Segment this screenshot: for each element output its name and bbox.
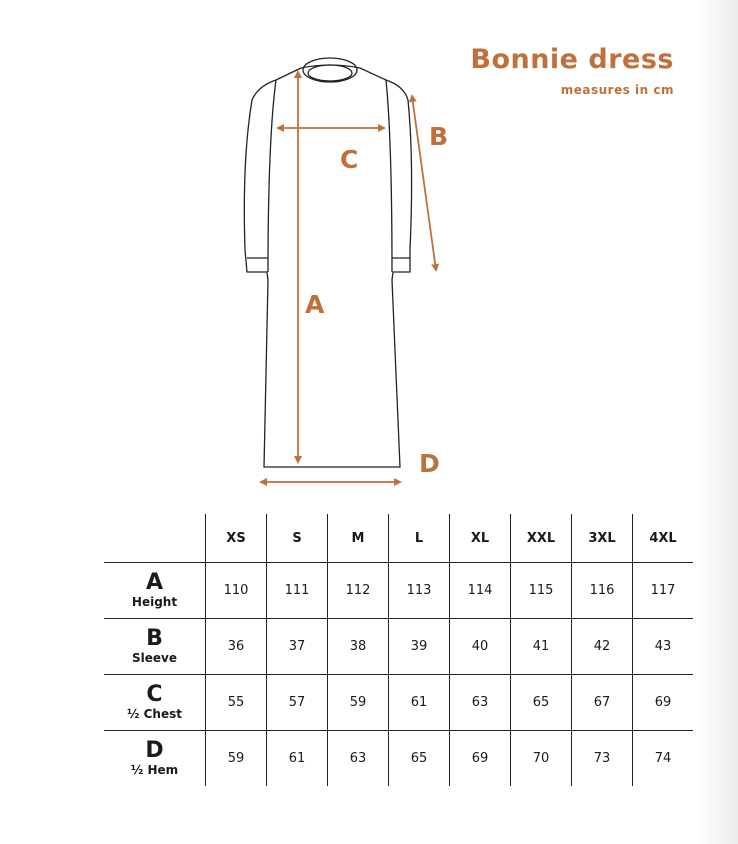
table-cell: 63 bbox=[328, 731, 389, 787]
label-c: C bbox=[340, 145, 359, 174]
dress-right-armhole bbox=[386, 80, 392, 272]
table-cell: 113 bbox=[389, 563, 450, 619]
table-cell: 61 bbox=[267, 731, 328, 787]
table-cell: 37 bbox=[267, 619, 328, 675]
table-cell: 63 bbox=[450, 675, 511, 731]
size-header-3xl: 3XL bbox=[572, 514, 633, 563]
size-header-xs: XS bbox=[206, 514, 267, 563]
table-row-half-hem bbox=[104, 731, 693, 787]
table-cell: 69 bbox=[633, 675, 694, 731]
size-header-m: M bbox=[328, 514, 389, 563]
row-label-c bbox=[104, 675, 206, 731]
row-label-b bbox=[104, 619, 206, 675]
table-cell: 61 bbox=[389, 675, 450, 731]
row-name: ½ Chest bbox=[127, 707, 182, 721]
row-name: Height bbox=[131, 595, 178, 609]
table-row-sleeve bbox=[104, 619, 693, 675]
table-cell: 59 bbox=[206, 731, 267, 787]
page-subtitle: measures in cm bbox=[560, 83, 674, 97]
table-cell: 74 bbox=[633, 731, 694, 787]
table-cell: 40 bbox=[450, 619, 511, 675]
label-d: D bbox=[419, 449, 440, 478]
size-header-xxl: XXL bbox=[511, 514, 572, 563]
table-cell: 112 bbox=[328, 563, 389, 619]
size-header-s: S bbox=[267, 514, 328, 563]
table-row-half-chest bbox=[104, 675, 693, 731]
row-label-a bbox=[104, 563, 206, 619]
table-cell: 69 bbox=[450, 731, 511, 787]
table-cell: 57 bbox=[267, 675, 328, 731]
table-cell: 116 bbox=[572, 563, 633, 619]
size-header-l: L bbox=[389, 514, 450, 563]
row-letter: A bbox=[145, 570, 164, 595]
row-letter: B bbox=[146, 626, 163, 651]
table-cell: 65 bbox=[389, 731, 450, 787]
dress-left-armhole bbox=[268, 80, 276, 272]
label-b: B bbox=[429, 122, 449, 151]
corner-cell bbox=[104, 514, 206, 563]
table-cell: 55 bbox=[206, 675, 267, 731]
dress-outline bbox=[244, 58, 411, 467]
dress-neckline bbox=[303, 58, 357, 82]
table-cell: 114 bbox=[450, 563, 511, 619]
label-a: A bbox=[305, 290, 325, 319]
table-cell: 36 bbox=[206, 619, 267, 675]
size-header-row bbox=[104, 514, 693, 563]
table-cell: 41 bbox=[511, 619, 572, 675]
size-header-xl: XL bbox=[450, 514, 511, 563]
size-chart-table bbox=[104, 514, 693, 786]
table-cell: 70 bbox=[511, 731, 572, 787]
table-cell: 42 bbox=[572, 619, 633, 675]
page-title: Bonnie dress bbox=[470, 44, 674, 75]
row-letter: D bbox=[145, 738, 164, 763]
table-cell: 110 bbox=[206, 563, 267, 619]
table-cell: 115 bbox=[511, 563, 572, 619]
table-cell: 111 bbox=[267, 563, 328, 619]
row-label-d bbox=[104, 731, 206, 787]
dress-neckline-inner bbox=[308, 65, 352, 81]
table-cell: 38 bbox=[328, 619, 389, 675]
table-cell: 43 bbox=[633, 619, 694, 675]
table-row-height bbox=[104, 563, 693, 619]
dress-body-outline bbox=[244, 65, 411, 467]
table-cell: 59 bbox=[328, 675, 389, 731]
row-name: Sleeve bbox=[132, 651, 177, 665]
table-cell: 65 bbox=[511, 675, 572, 731]
size-header-4xl: 4XL bbox=[633, 514, 694, 563]
row-letter: C bbox=[146, 682, 163, 707]
table-cell: 73 bbox=[572, 731, 633, 787]
table-cell: 39 bbox=[389, 619, 450, 675]
table-cell: 117 bbox=[633, 563, 694, 619]
table-cell: 67 bbox=[572, 675, 633, 731]
row-name: ½ Hem bbox=[130, 763, 179, 777]
